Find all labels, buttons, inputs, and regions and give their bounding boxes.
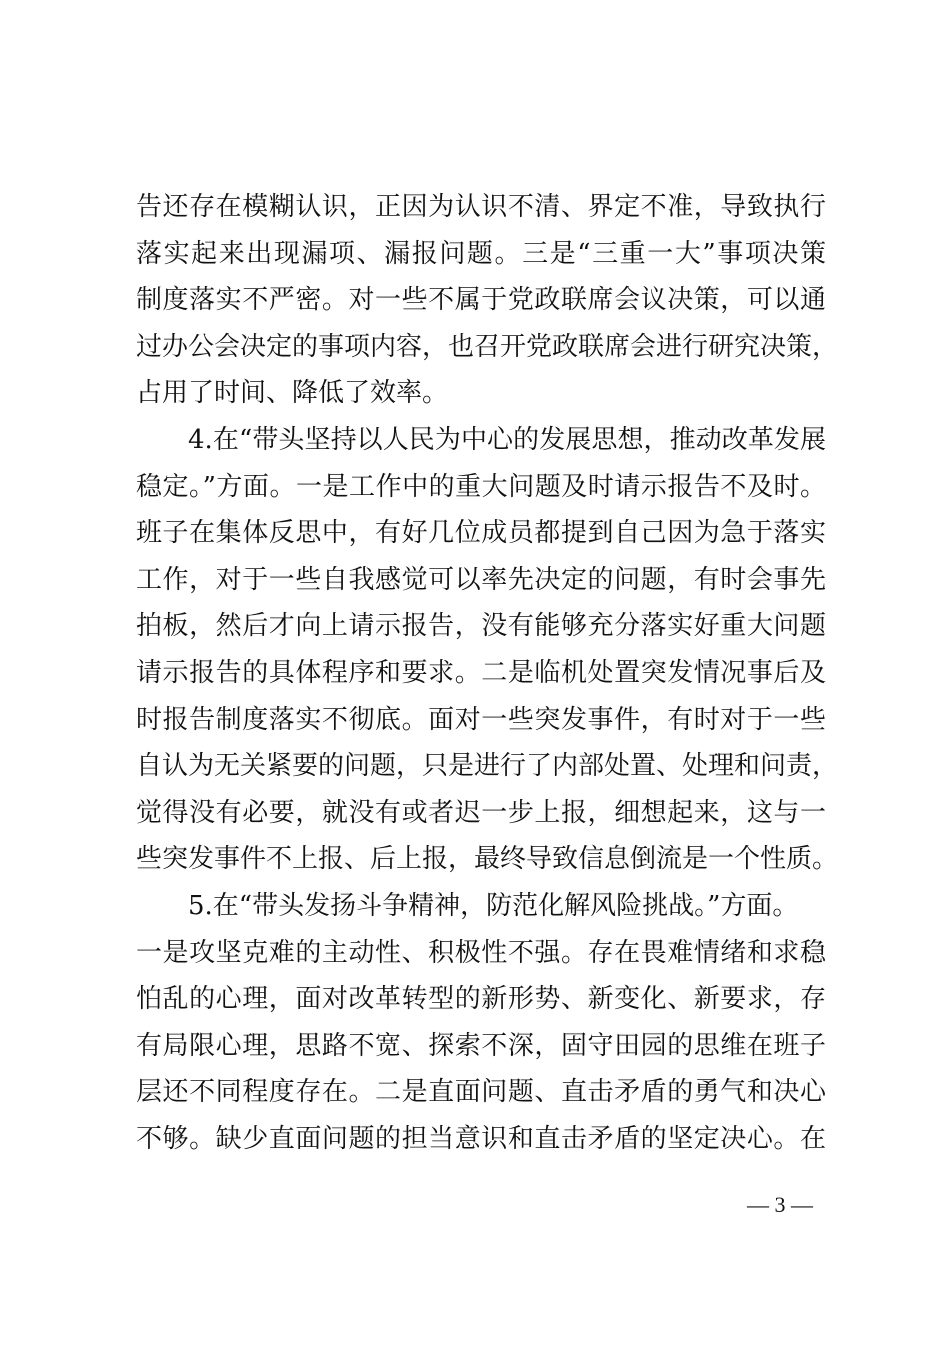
paragraph-first-line: 5.在“带头发扬斗争精神，防范化解风险挑战。”方面。 xyxy=(188,890,799,921)
text-line: 些突发事件不上报、后上报，最终导致信息倒流是一个性质。 xyxy=(136,844,839,875)
text-line: 拍板，然后才向上请示报告，没有能够充分落实好重大问题 xyxy=(136,611,826,642)
text-line: 制度落实不严密。对一些不属于党政联席会议决策，可以通 xyxy=(136,285,826,316)
text-line: 占用了时间、降低了效率。 xyxy=(136,378,449,409)
body-text xyxy=(136,184,839,1162)
text-line: 落实起来出现漏项、漏报问题。三是“三重一大”事项决策 xyxy=(136,238,826,269)
text-line: 班子在集体反思中，有好几位成员都提到自己因为急于落实 xyxy=(136,518,826,549)
text-line: 层还不同程度存在。二是直面问题、直击矛盾的勇气和决心 xyxy=(136,1077,826,1108)
page-number: — 3 — xyxy=(747,1192,813,1217)
text-line: 觉得没有必要，就没有或者迟一步上报，细想起来，这与一 xyxy=(136,797,826,828)
text-line: 有局限心理，思路不宽、探索不深，固守田园的思维在班子 xyxy=(136,1030,826,1061)
paragraph-first-line: 4.在“带头坚持以人民为中心的发展思想，推动改革发展 xyxy=(188,424,826,455)
text-line: 告还存在模糊认识，正因为认识不清、界定不准，导致执行 xyxy=(136,192,826,222)
text-line: 不够。缺少直面问题的担当意识和直击矛盾的坚定决心。在 xyxy=(136,1123,826,1154)
text-line: 怕乱的心理，面对改革转型的新形势、新变化、新要求，存 xyxy=(136,984,826,1015)
text-line: 自认为无关紧要的问题，只是进行了内部处置、处理和问责， xyxy=(136,751,839,782)
text-line: 稳定。”方面。一是工作中的重大问题及时请示报告不及时。 xyxy=(136,471,826,502)
text-line: 时报告制度落实不彻底。面对一些突发事件，有时对于一些 xyxy=(136,704,826,735)
text-line: 过办公会决定的事项内容，也召开党政联席会进行研究决策， xyxy=(136,331,839,362)
text-line: 一是攻坚克难的主动性、积极性不强。存在畏难情绪和求稳 xyxy=(136,937,826,968)
text-line: 工作，对于一些自我感觉可以率先决定的问题，有时会事先 xyxy=(136,564,826,595)
text-line: 请示报告的具体程序和要求。二是临机处置突发情况事后及 xyxy=(136,657,826,688)
